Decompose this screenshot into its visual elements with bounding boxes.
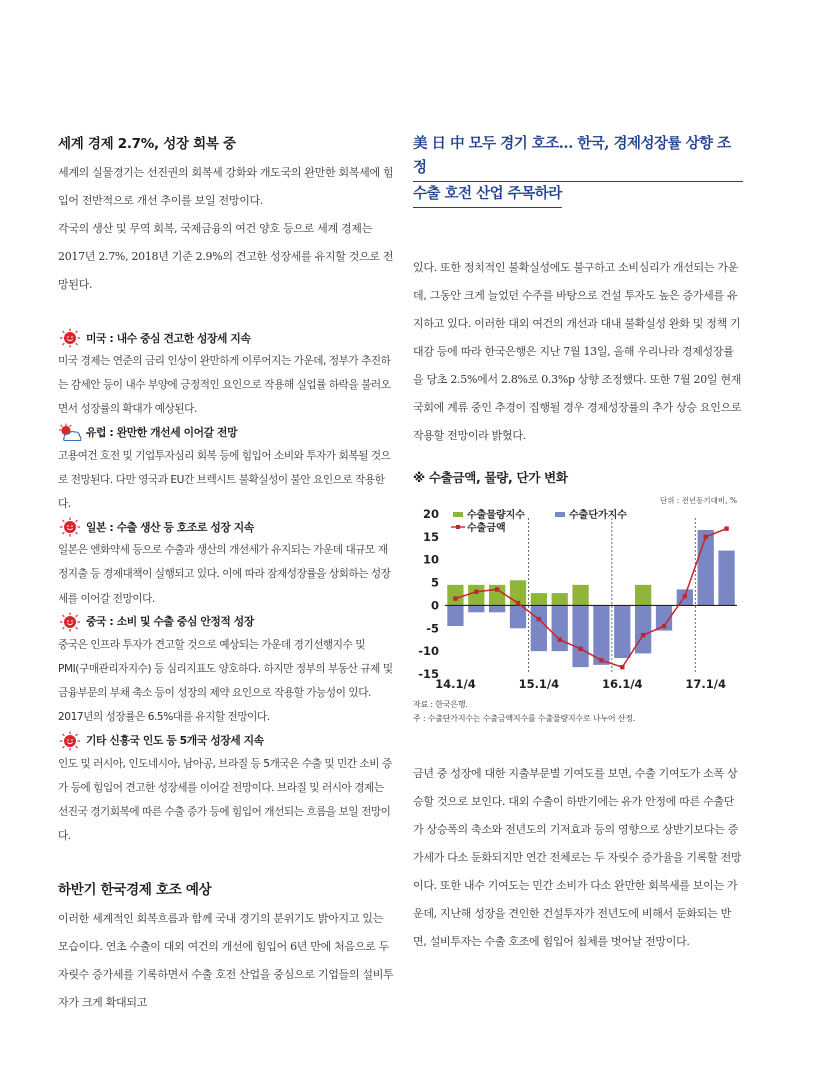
point-export-amount: [599, 658, 603, 662]
point-export-amount: [620, 665, 624, 669]
smiling-sun-icon: [58, 731, 82, 751]
x-tick-label: 15.1/4: [518, 677, 560, 690]
y-tick-label: 10: [422, 552, 439, 567]
subheading-label: 미국 : 내수 중심 견고한 성장세 지속: [86, 331, 251, 345]
subheading-europe: [58, 422, 396, 444]
bar-export-price: [552, 605, 568, 651]
bar-export-price: [698, 530, 714, 605]
paragraph: 중국은 인프라 투자가 견고할 것으로 예상되는 가운데 경기선행지수 및 PMI(구매관리자지수) 등 심리지표도 양호하다. 하지만 정부의 부동산 규제 및 금융부문의 부채 축소 등이 성장의 제약 요인으로 작용할 가능성이 있다. 2017년의 성장률은 6.5%대를 유지할 전망이다.: [58, 638, 393, 724]
chart-footnote: 주 : 수출단가지수는 수출금액지수를 수출물량지수로 나누어 산정.: [413, 714, 636, 723]
bar-export-price: [718, 551, 734, 606]
legend-marker-amount: [456, 525, 460, 529]
point-export-amount: [453, 596, 457, 600]
bar-export-price: [510, 605, 526, 628]
point-export-amount: [516, 601, 520, 605]
bar-export-price: [614, 605, 630, 658]
x-tick-label: 17.1/4: [685, 677, 727, 690]
bar-export-price: [593, 605, 609, 664]
subheading-label: 기타 신흥국 인도 등 5개국 성장세 지속: [86, 734, 264, 748]
point-export-amount: [683, 594, 687, 598]
chart-title: ※ 수출금액, 물량, 단가 변화: [413, 470, 568, 485]
point-export-amount: [495, 587, 499, 591]
right-column: [413, 132, 743, 956]
subheading-label: 중국 : 소비 및 수출 중심 안정적 성장: [86, 615, 254, 629]
bar-export-volume: [552, 593, 568, 605]
point-export-amount: [537, 617, 541, 621]
article-headline: [413, 132, 743, 208]
smiling-sun-icon: [58, 517, 82, 537]
chart-source: 자료 : 한국은행.: [413, 700, 468, 709]
point-export-amount: [704, 535, 708, 539]
sun-cloud-icon: [58, 423, 82, 443]
y-tick-label: 15: [422, 529, 439, 544]
paragraph: 이러한 세계적인 회복흐름과 함께 국내 경기의 분위기도 밝아지고 있는 모습이다. 연초 수출이 대외 여건의 개선에 힘입어 6년 만에 처음으로 두 자릿수 증가세를 기록하면서 수출 호전 산업을 중심으로 기업들의 설비투자가 크게 확대되고: [58, 912, 394, 1010]
x-tick-label: 14.1/4: [435, 677, 476, 690]
subheading-japan: [58, 516, 396, 538]
point-export-amount: [641, 633, 645, 637]
subheading-label: 유럽 : 완만한 개선세 이어갈 전망: [86, 426, 238, 440]
bar-export-volume: [468, 585, 484, 606]
legend-label-volume: 수출물량지수: [467, 510, 525, 521]
bar-export-price: [447, 605, 463, 626]
legend-label-amount: 수출금액: [467, 523, 506, 534]
bar-export-volume: [447, 585, 463, 606]
paragraph: 있다. 또한 정치적인 불확실성에도 불구하고 소비심리가 개선되는 가운데, 그동안 크게 늘었던 수주를 바탕으로 건설 투자도 높은 증가세를 유지하고 있다. 이러한 대외 여건의 개선과 대내 불확실성 완화 및 정책 기대감 등에 따라 한국은행은 지난 7월 13일, 올해 우리나라 경제성장률을 당초 2.5%에서 2.8%로 0.3%p 상향 조정했다. 또한 7월 20일 현재 국회에 계류 중인 추경이 집행될 경우 경제성장률의 추가 상승 요인으로 작용할 전망이라 밝혔다.: [413, 261, 742, 442]
paragraph: 미국 경제는 연준의 금리 인상이 완만하게 이루어지는 가운데, 정부가 추진하는 감세안 등이 내수 부양에 긍정적인 요인으로 작용해 실업률 하락을 불러오면서 성장률의 확대가 예상된다.: [58, 355, 391, 416]
bar-export-volume: [572, 585, 588, 606]
bar-export-price: [635, 605, 651, 653]
subheading-emerging: [58, 730, 396, 752]
bar-export-price: [572, 605, 588, 667]
paragraph: 금년 중 성장에 대한 지출부문별 기여도를 보면, 수출 기여도가 소폭 상승할 것으로 보인다. 대외 수출이 하반기에는 유가 안정에 따른 수출단가 상승폭의 축소와 전년도의 기저효과 등의 영향으로 상반기보다는 증가세가 다소 둔화되지만 연간 전체로는 두 자릿수 증가율을 기록할 전망이다. 또한 내수 기여도는 민간 소비가 다소 완만한 회복세를 보이는 가운데, 지난해 성장을 견인한 건설투자가 전년도에 비해서 둔화되는 반면, 설비투자는 수출 호조에 힘입어 침체를 벗어날 전망이다.: [413, 767, 742, 948]
bar-export-volume: [531, 593, 547, 605]
paragraph: 고용여건 호전 및 기업투자심리 회복 등에 힘입어 소비와 투자가 회복될 것으로 전망된다. 다만 영국과 EU간 브렉시트 불확실성이 불안 요인으로 작용한다.: [58, 449, 391, 511]
legend-label-price: 수출단가지수: [569, 510, 627, 521]
y-tick-label: 5: [430, 575, 439, 590]
y-tick-label: -15: [418, 667, 439, 681]
smiling-sun-icon: [58, 612, 82, 632]
paragraph: 세계의 실물경기는 선진권의 회복세 강화와 개도국의 완만한 회복세에 힘입어 전반적으로 개선 추이를 보일 전망이다.: [58, 166, 394, 207]
section-title-world-economy: 세계 경제 2.7%, 성장 회복 중: [58, 136, 236, 152]
y-tick-label: 0: [430, 598, 439, 613]
y-tick-label: -10: [418, 644, 439, 659]
legend-swatch-price: [555, 512, 565, 517]
point-export-amount: [578, 647, 582, 651]
bar-export-volume: [635, 585, 651, 606]
point-export-amount: [724, 526, 728, 530]
point-export-amount: [474, 590, 478, 594]
headline-line-1: 美 日 中 모두 경기 호조… 한국, 경제성장률 상향 조정: [413, 132, 743, 182]
legend-swatch-volume: [453, 512, 463, 517]
smiling-sun-icon: [58, 328, 82, 348]
x-tick-label: 16.1/4: [601, 677, 643, 690]
y-tick-label: 20: [422, 507, 439, 521]
headline-line-2: 수출 호전 산업 주목하라: [413, 182, 562, 208]
point-export-amount: [558, 638, 562, 642]
bar-export-price: [489, 605, 505, 612]
subheading-label: 일본 : 수출 생산 등 호조로 성장 지속: [86, 520, 254, 534]
subheading-china: [58, 611, 396, 633]
bar-export-price: [531, 605, 547, 651]
paragraph: 인도 및 러시아, 인도네시아, 남아공, 브라질 등 5개국은 수출 및 민간 소비 증가 등에 힘입어 견고한 성장세를 이어갈 전망이다. 브라질 및 러시아 경제는 선진국 경기회복에 따른 수출 증가 등에 힘입어 개선되는 흐름을 보일 전망이다.: [58, 757, 392, 843]
subheading-us: [58, 327, 396, 349]
paragraph: 각국의 생산 및 무역 회복, 국제금융의 여건 양호 등으로 세계 경제는 2017년 2.7%, 2018년 기준 2.9%의 견고한 성장세를 유지할 것으로 전망된다.: [58, 222, 394, 291]
y-tick-label: -5: [426, 621, 439, 636]
export-chart: [413, 490, 743, 690]
bar-export-price: [468, 605, 484, 612]
chart-unit: 단위 : 전년동기대비, %: [659, 496, 737, 505]
left-column: [58, 132, 396, 1017]
paragraph: 일본은 엔화약세 등으로 수출과 생산의 개선세가 유지되는 가운데 대규모 재정지출 등 경제대책이 실행되고 있다. 이에 따라 잠재성장률을 상회하는 성장세를 이어갈 전망이다.: [58, 544, 391, 605]
point-export-amount: [662, 624, 666, 628]
section-title-korea-outlook: 하반기 한국경제 호조 예상: [58, 882, 212, 899]
